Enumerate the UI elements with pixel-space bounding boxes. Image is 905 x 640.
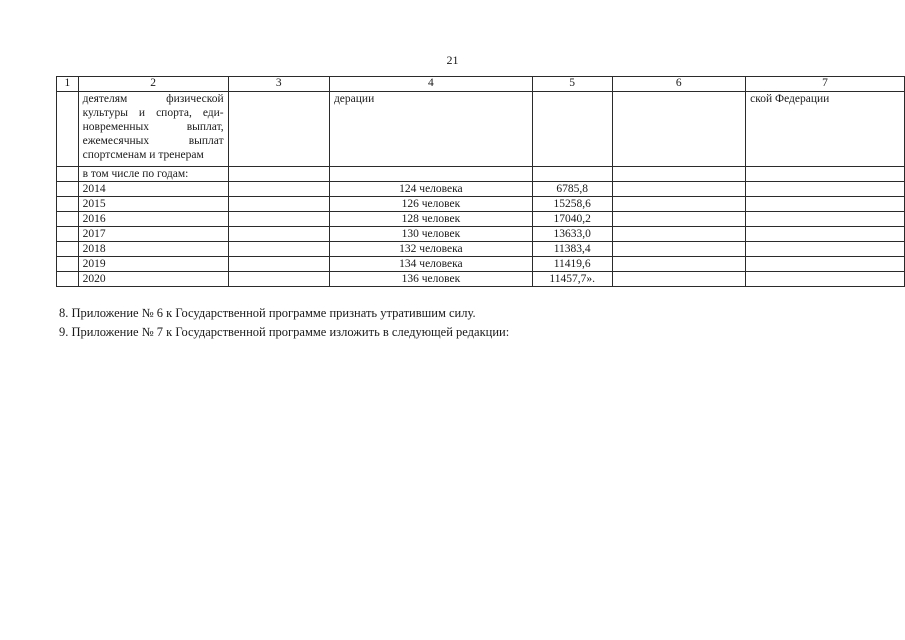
column-header-3: 3 — [228, 77, 329, 92]
count-cell: 134 человека — [329, 257, 532, 272]
amount-cell: 13633,0 — [532, 227, 612, 242]
table-header-row — [57, 77, 905, 92]
amount-cell: 15258,6 — [532, 197, 612, 212]
table-row — [57, 227, 905, 242]
count-cell: 124 человека — [329, 182, 532, 197]
column-header-5: 5 — [532, 77, 612, 92]
count-cell: 130 человек — [329, 227, 532, 242]
count-cell: 128 человек — [329, 212, 532, 227]
year-cell: 2019 — [78, 257, 228, 272]
year-cell: 2014 — [78, 182, 228, 197]
program-table — [56, 76, 905, 287]
col7-text-cell: ской Федерации — [746, 92, 905, 167]
subheader-row — [57, 167, 905, 182]
column-header-4: 4 — [329, 77, 532, 92]
count-cell: 136 человек — [329, 272, 532, 287]
amount-cell: 6785,8 — [532, 182, 612, 197]
table-row — [57, 182, 905, 197]
table-row — [57, 257, 905, 272]
year-cell: 2016 — [78, 212, 228, 227]
amount-cell: 11457,7». — [532, 272, 612, 287]
year-cell: 2018 — [78, 242, 228, 257]
amount-cell: 17040,2 — [532, 212, 612, 227]
count-cell: 126 человек — [329, 197, 532, 212]
description-cell: деятелям физической культуры и спорта, еди-новременных выплат, ежемесячных выплат спортсменам и тренерам — [78, 92, 228, 167]
table-row — [57, 212, 905, 227]
table-row — [57, 242, 905, 257]
document-paragraphs — [59, 304, 509, 342]
column-header-7: 7 — [746, 77, 905, 92]
table-row — [57, 272, 905, 287]
table-row — [57, 197, 905, 212]
paragraph-8: 8. Приложение № 6 к Государственной программе признать утратившим силу. — [59, 306, 476, 320]
count-cell: 132 человека — [329, 242, 532, 257]
col4-text-cell: дерации — [329, 92, 532, 167]
column-header-2: 2 — [78, 77, 228, 92]
year-cell: 2017 — [78, 227, 228, 242]
amount-cell: 11419,6 — [532, 257, 612, 272]
column-header-6: 6 — [612, 77, 746, 92]
year-cell: 2020 — [78, 272, 228, 287]
page-number: 21 — [446, 53, 459, 67]
column-header-1: 1 — [57, 77, 79, 92]
description-row — [57, 92, 905, 167]
paragraph-9: 9. Приложение № 7 к Государственной программе изложить в следующей редакции: — [59, 325, 510, 339]
year-cell: 2015 — [78, 197, 228, 212]
subheader-cell: в том числе по годам: — [78, 167, 228, 182]
amount-cell: 11383,4 — [532, 242, 612, 257]
